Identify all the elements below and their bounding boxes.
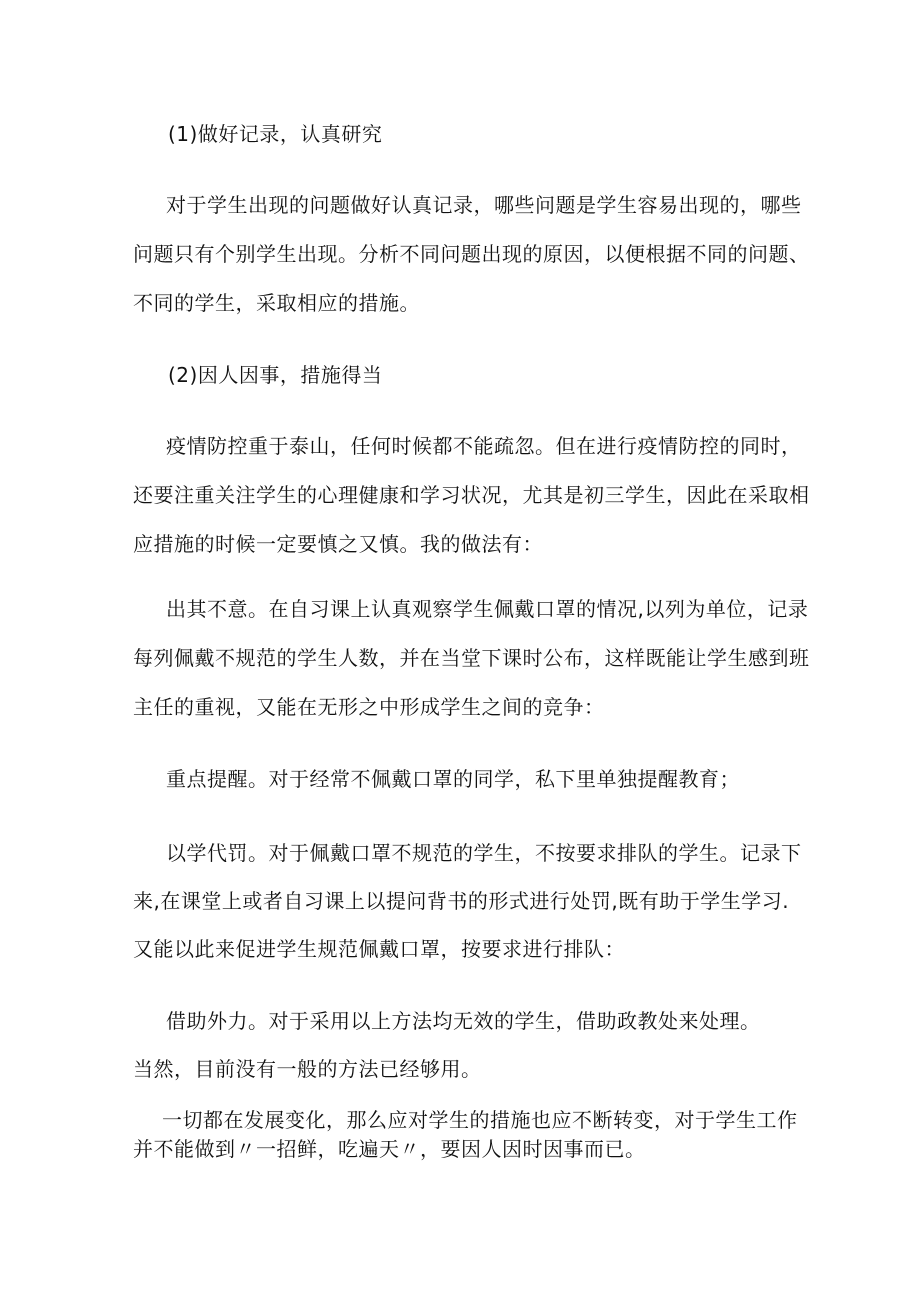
paragraph-line: 借助外力。对于采用以上方法均无效的学生，借助政教处来处理。	[166, 1009, 761, 1033]
paragraph-line: 重点提醒。对于经常不佩戴口罩的同学，私下里单独提醒教育；	[166, 767, 740, 791]
paragraph-line: 还要注重关注学生的心理健康和学习状况，尤其是初三学生，因此在采取相	[133, 483, 810, 507]
paragraph-line: 并不能做到〃一招鲜，吃遍天〃，要因人因时因事而已。	[133, 1137, 646, 1161]
paragraph-line: 问题只有个别学生出现。分析不同问题出现的原因，以便根据不同的问题、	[133, 242, 810, 266]
paragraph-line: 一切都在发展变化，那么应对学生的措施也应不断转变，对于学生工作	[162, 1108, 798, 1132]
paragraph-line: 应措施的时候一定要慎之又慎。我的做法有：	[133, 532, 543, 556]
paragraph-line: 当然，目前没有一般的方法已经够用。	[133, 1057, 482, 1081]
section-heading-2: (2)因人因事，措施得当	[168, 363, 383, 387]
paragraph-line: 又能以此来促进学生规范佩戴口罩，按要求进行排队：	[133, 937, 625, 961]
section-heading-1: (1)做好记录，认真研究	[168, 122, 383, 146]
paragraph-line: 来,在课堂上或者自习课上以提问背书的形式进行处罚,既有助于学生学习.	[133, 889, 790, 913]
paragraph-line: 对于学生出现的问题做好认真记录，哪些问题是学生容易出现的，哪些	[166, 193, 802, 217]
paragraph-line: 主任的重视，又能在无形之中形成学生之间的竞争：	[133, 695, 605, 719]
paragraph-line: 每列佩戴不规范的学生人数，并在当堂下课时公布，这样既能让学生感到班	[133, 646, 810, 670]
paragraph-line: 不同的学生，采取相应的措施。	[133, 291, 420, 315]
paragraph-line: 出其不意。在自习课上认真观察学生佩戴口罩的情况,以列为单位，记录	[166, 597, 809, 621]
paragraph-line: 疫情防控重于泰山，任何时候都不能疏忽。但在进行疫情防控的同时，	[166, 434, 802, 458]
paragraph-line: 以学代罚。对于佩戴口罩不规范的学生，不按要求排队的学生。记录下	[166, 841, 802, 865]
